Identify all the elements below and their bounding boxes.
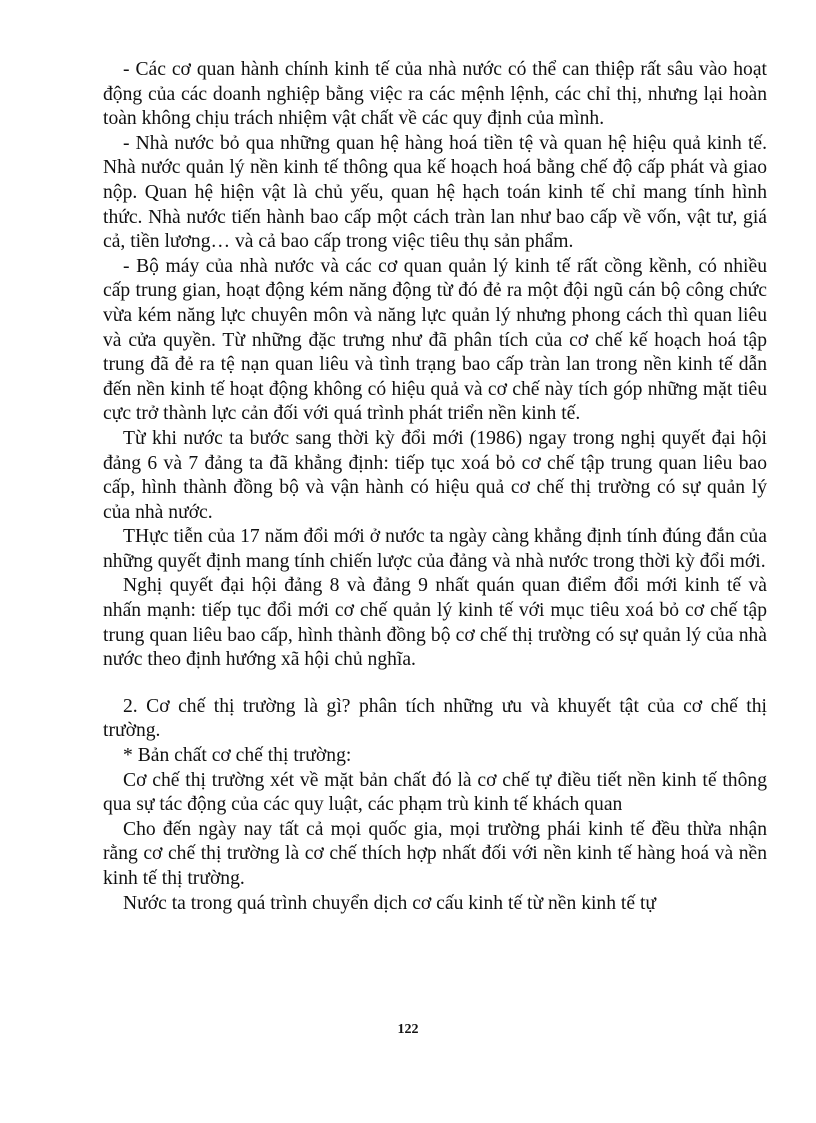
paragraph-all-nations: Cho đến ngày nay tất cả mọi quốc gia, mọi trường phái kinh tế đều thừa nhận rằng cơ chế thị trường là cơ chế thích hợp nhất đối với nền kinh tế hàng hoá và nền kinh tế thị trường. <box>103 818 767 889</box>
section-heading-market-mechanism: 2. Cơ chế thị trường là gì? phân tích những ưu và khuyết tật của cơ chế thị trường. <box>103 695 767 742</box>
page-number: 122 <box>397 1022 419 1037</box>
subheading-nature: * Bản chất cơ chế thị trường: <box>123 745 352 767</box>
paragraph-congress-8-9: Nghị quyết đại hội đảng 8 và đảng 9 nhất quán quan điểm đổi mới kinh tế và nhấn mạnh: tiếp tục đổi mới cơ chế quản lý kinh tế với mục tiêu xoá bỏ cơ chế tập trung quan liêu bao cấp, hình thành đồng bộ cơ chế thị trường có sự quản lý của nhà nước theo định hướng xã hội chủ nghĩa. <box>103 575 767 671</box>
paragraph-state-ignores-relations: - Nhà nước bỏ qua những quan hệ hàng hoá tiền tệ và quan hệ hiệu quả kinh tế. Nhà nước quản lý nền kinh tế thông qua kế hoạch hoá bằng chế độ cấp phát và giao nộp. Quan hệ hiện vật là chủ yếu, quan hệ hạch toán kinh tế chỉ mang tính hình thức. Nhà nước tiến hành bao cấp một cách tràn lan như bao cấp về vốn, vật tư, giá cả, tiền lương… và cả bao cấp trong việc tiêu thụ sản phẩm. <box>103 132 767 253</box>
document-body <box>103 58 767 916</box>
paragraph-transition: Nước ta trong quá trình chuyển dịch cơ cấu kinh tế từ nền kinh tế tự <box>123 892 657 914</box>
paragraph-17-years: THực tiễn của 17 năm đổi mới ở nước ta ngày càng khẳng định tính đúng đắn của những quyết định mang tính chiến lược của đảng và nhà nước trong thời kỳ đổi mới. <box>103 526 767 572</box>
paragraph-renovation-1986: Từ khi nước ta bước sang thời kỳ đổi mới (1986) ngay trong nghị quyết đại hội đảng 6 và 7 đảng ta đã khẳng định: tiếp tục xoá bỏ cơ chế tập trung quan liêu bao cấp, hình thành đồng bộ và vận hành có hiệu quả cơ chế thị trường có sự quản lý của nhà nước. <box>103 427 767 523</box>
paragraph-nature-definition: Cơ chế thị trường xét về mặt bản chất đó là cơ chế tự điều tiết nền kinh tế thông qua sự tác động của các quy luật, các phạm trù kinh tế khách quan <box>103 769 767 816</box>
paragraph-state-agencies: - Các cơ quan hành chính kinh tế của nhà nước có thể can thiệp rất sâu vào hoạt động của các doanh nghiệp bằng việc ra các mệnh lệnh, các chỉ thị, nhưng lại hoàn toàn không chịu trách nhiệm vật chất về các quy định của mình. <box>103 59 767 130</box>
paragraph-bureaucracy: - Bộ máy của nhà nước và các cơ quan quản lý kinh tế rất cồng kềnh, có nhiều cấp trung gian, hoạt động kém năng động từ đó đẻ ra một đội ngũ cán bộ công chức vừa kém năng lực chuyên môn và năng lực quản lý nhưng phong cách thì quan liêu và cửa quyền. Từ những đặc trưng như đã phân tích của cơ chế kế hoạch hoá tập trung đã đẻ ra tệ nạn quan liêu và tình trạng bao cấp tràn lan trong nền kinh tế dẫn đến nền kinh tế hoạt động không có hiệu quả và cơ chế này tích góp những mặt tiêu cực trở thành lực cản đối với quá trình phát triển nền kinh tế. <box>103 255 767 425</box>
